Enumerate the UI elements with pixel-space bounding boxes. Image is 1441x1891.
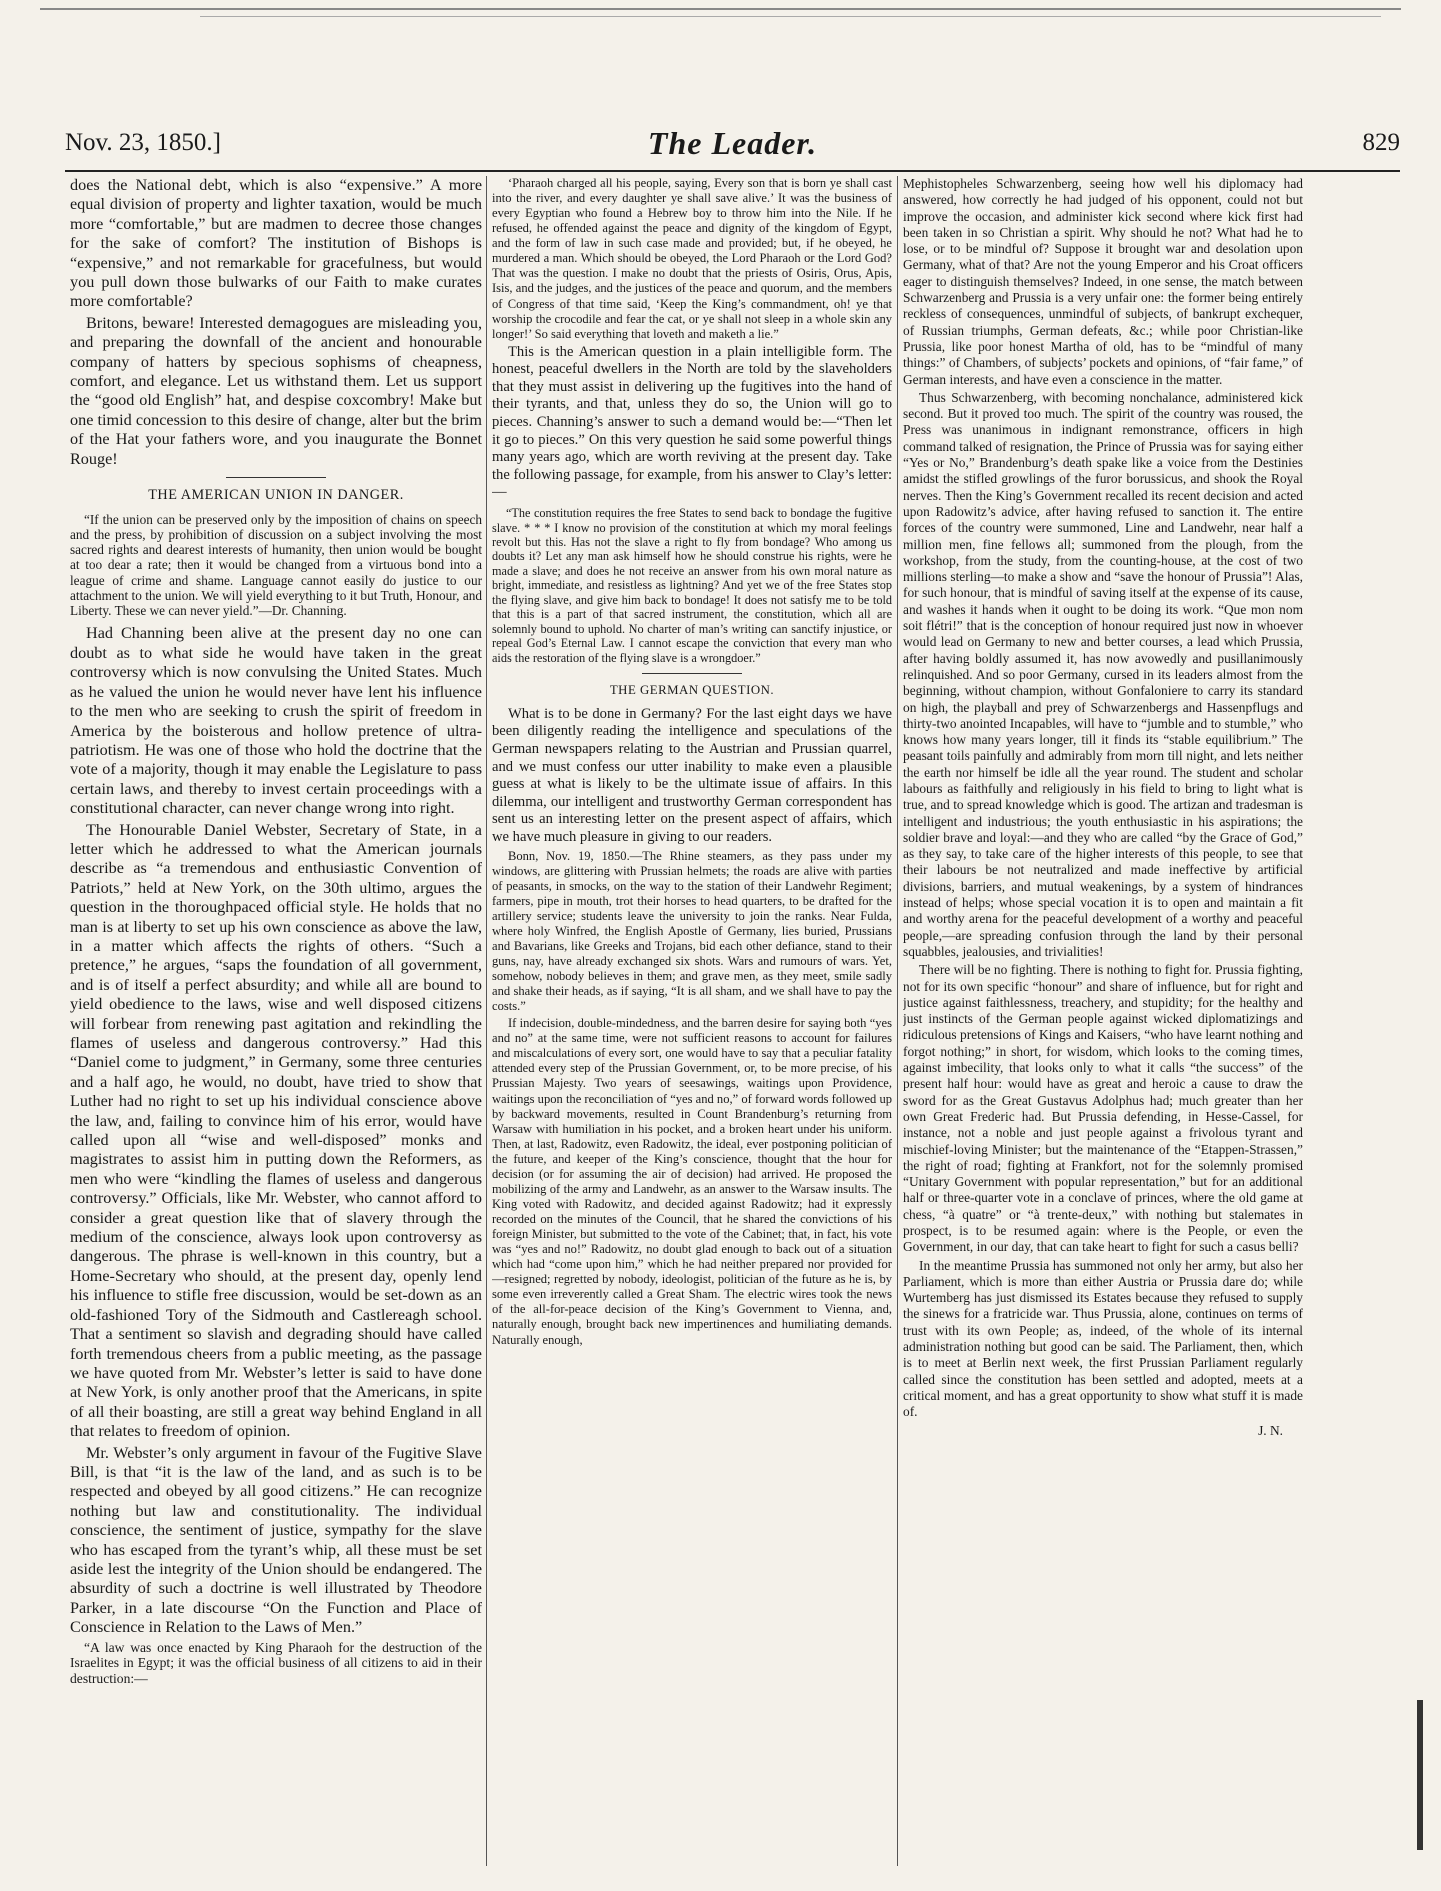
quoted-passage: “A law was once enacted by King Pharaoh for the destruction of the Israelites in Egypt; it was the official business of all citizens to aid in their destruction:— bbox=[70, 1639, 482, 1686]
letter-paragraph: Bonn, Nov. 19, 1850.—The Rhine steamers, as they pass under my windows, are glittering with Prussian helmets; the roads are alive with parties of peasants, in smocks, on the way to the station of their Landwehr Regiment; farmers, pipe in mouth, trot their horses to head quarters, to be drafted for the artillery service; students leave the university to join the ranks. Near Fulda, where holy Winfred, the English Apostle of Germany, lies buried, Prussians and Bavarians, like Greeks and Trojans, bid each other defiance, stand to their guns, nay, have already exchanged six shots. Wars and rumours of wars. Yet, somehow, nobody believes in them; and grave men, as they meet, smile sadly and shake their heads, as if saying, “It is all sham, and we shall have to pay the costs.” bbox=[492, 848, 892, 1014]
issue-date: Nov. 23, 1850.] bbox=[65, 129, 222, 156]
paragraph: Thus Schwarzenberg, with becoming nonchalance, administered kick second. But it proved too much. The spirit of the country was roused, the Press was unanimous in indignant remonstrance, officers in high command talked of resignation, the Prince of Prussia was for saying either “Yes or No,” Brandenburg’s death spake like a voice from the Destinies amidst the stifled growlings of the furor borussicus, and shook the Royal nerves. Then the King’s Government recalled its recent decision and acted upon Radowitz’s advice, after having refused to sanction it. The entire forces of the country were summoned, Line and Landwehr, near half a million men, fine fellows all; summoned from the plough, from the workshop, from the study, from the counting-house, at the cost of two millions sterling—to make a show and “save the honour of Prussia”! Alas, for such honour, that is mindful of saving itself at the expense of its cause, and washes it hands when it ought to be doing its work. “Que mon nom soit flétri!” that is the conception of honour required just now in whoever would lead on Germany to new and better courses, a lead which Prussia, after having boldly assumed it, has now avowedly and pusillanimously relinquished. And so poor Germany, cursed in its leaders almost from the beginning, without champion, without Gonfaloniere to carry its standard on high, the playball and prey of Schwarzenbergs and Hassenpflugs and thirty-two anointed Incapables, will have to “jumble and to stumble,” who knows how many years longer, till it finds its “stable equilibrium.” The peasant toils painfully and admirably from morn till night, and lets neither the earth nor himself be idle all the year round. The student and scholar labours as faithfully and religiously in his field to bring to light what is true, and to spread knowledge which is good. The artizan and tradesman is intelligent and industrious; the youth enthusiastic in his aspirations; the soldier brave and loyal:—and they who are called “by the Grace of God,” as they say, to take care of the higher interests of this people, to see that their labours be not neutralized and made ineffective by artificial divisions, barriers, and mutual weakenings, by a system of hindrances instead of helps; whose special vocation it is to open and maintain a fit and worthy arena for the peaceful development of a worthy and peaceful people,—are spreading confusion through the land by their personal squabbles, jealousies, and trivialities! bbox=[903, 389, 1303, 959]
section-divider bbox=[642, 673, 742, 674]
masthead bbox=[65, 125, 1400, 165]
column-divider bbox=[486, 176, 487, 1866]
paragraph: does the National debt, which is also “expensive.” A more equal division of property and lighter taxation, would be much more “comfortable,” but are madmen to decree those changes for the sake of comfort? The institution of Bishops is “expensive,” and not remarkable for gracefulness, but would you pull down those bulwarks of our Faith to make curates more comfortable? bbox=[70, 176, 482, 311]
paragraph: This is the American question in a plain intelligible form. The honest, peaceful dwellers in the North are told by the slaveholders that they must assist in delivering up the fugitives into the hand of their tyrants, and that, unless they do so, the Union will go to pieces. Channing’s answer to such a demand would be:—“Then let it go to pieces.” On this very question he said some powerful things many years ago, which are worth reviving at the present day. Take the following passage, for example, from his answer to Clay’s letter:— bbox=[492, 343, 892, 501]
top-border-line bbox=[40, 8, 1401, 10]
article-heading-german-question: THE GERMAN QUESTION. bbox=[609, 683, 775, 698]
epigraph-quote: “If the union can be preserved only by the imposition of chains on speech and the press, by prohibition of discussion on a subject involving the most sacred rights and dearest interests of humanity, then union would be bought at too dear a rate; then it would be changed from a virtuous bond into a league of crime and shame. Language cannot easily do justice to our attachment to the union. We will yield everything to it but Truth, Honour, and Liberty. These we can never yield.”—Dr. Channing. bbox=[70, 511, 482, 619]
top-border-line-secondary bbox=[200, 16, 1381, 17]
column-divider bbox=[897, 176, 898, 1866]
quoted-passage: ‘Pharaoh charged all his people, saying, Every son that is born ye shall cast into the river, and every daughter ye shall save alive.’ It was the business of every Egyptian who found a Hebrew boy to throw him into the Nile. If he refused, he offended against the peace and dignity of the kingdom of Egypt, and the form of law in such case made and provided; but, if he obeyed, he murdered a man. Which should be obeyed, the Lord Pharaoh or the Lord God? That was the question. I make no doubt that the priests of Osiris, Orus, Apis, Isis, and the judges, and the justices of the peace and quorum, and the members of Congress of that time said, ‘Keep the King’s commandment, oh! ye that worship the crocodile and fear the cat, or ye shall not sleep in a whole skin any longer!’ So said everything that loveth and maketh a lie.” bbox=[492, 176, 892, 341]
paragraph: There will be no fighting. There is nothing to fight for. Prussia fighting, not for its own specific “honour” and share of influence, but for right and justice against faithlessness, treachery, and stupidity; for the healthy and just instincts of the German people against wicked diplomatizings and ridiculous pretensions of Kings and Kaisers, “who have learnt nothing and forgot nothing;” in short, for wisdom, which looks to the coming times, against imbecility, that looks only to what it calls “the success” of the present half hour: would have as great and heroic a cause to draw the sword for as the Great Gustavus Adolphus had; much greater than her own Great Frederic had. But Prussia defending, in Hesse-Cassel, for instance, not a noble and just people against a frivolous tyrant and mischief-loving Minister; but the maintenance of the “Etappen-Strassen,” the right of road; fighting at Frankfort, not for the solemnly promised “Unitary Government with popular representation,” but for an additional half or three-quarter vote in a conclave of princes, where the old game at chess, “à quatre” or “à trente-deux,” with nothing but stalemates in prospect, is to be resumed again: where is the People, or even the Government, in our day, that can take heart to fight for such a casus belli? bbox=[903, 962, 1303, 1255]
author-signature: J. N. bbox=[1258, 1422, 1283, 1438]
paragraph: Mr. Webster’s only argument in favour of the Fugitive Slave Bill, is that “it is the law of the land, and as such is to be respected and obeyed by all good citizens.” He can recognize nothing but law and constitutionality. The individual conscience, the sentiment of justice, sympathy for the slave who has escaped from the tyrant’s whip, all these must be set aside lest the integrity of the Union should be endangered. The absurdity of such a doctrine is well illustrated by Theodore Parker, in a late discourse “On the Function and Place of Conscience in Relation to the Laws of Men.” bbox=[70, 1443, 482, 1637]
page-number: 829 bbox=[1362, 129, 1400, 156]
article-heading-american-union: THE AMERICAN UNION IN DANGER. bbox=[148, 487, 404, 504]
paragraph: Mephistopheles Schwarzenberg, seeing how well his diplomacy had answered, how correctly he had judged of his opponent, could not but improve the occasion, and administer kick second where kick first had been taken in so Christian a spirit. Why should he not? What had he to lose, or to be mindful of? Suppose it brought war and desolation upon Germany, what of that? Are not the young Emperor and his Croat officers eager to distinguish themselves? Indeed, in one sense, the match between Schwarzenberg and Prussia is a very unfair one: the former being entirely reckless of consequences, unmindful of subjects, of bankrupt exchequer, of Russian triumphs, German defeats, &c.; while poor Christian-like Prussia, like poor honest Martha of old, has to be “mindful of many things:” of Chambers, of subjects’ pockets and opinions, of “fair fame,” of German interests, and have even a conscience in the matter. bbox=[903, 176, 1303, 387]
paragraph: Britons, beware! Interested demagogues are misleading you, and preparing the downfall of the ancient and honourable company of hatters by specious sophisms of cheapness, comfort, and elegance. Let us withstand them. Let us support the “good old English” hat, and despise coxcombry! Make but one timid concession to this desire of change, alter but the brim of the Hat your fathers wore, and you inaugurate the Bonnet Rouge! bbox=[70, 313, 482, 468]
paragraph: In the meantime Prussia has summoned not only her army, but also her Parliament, which is more than either Austria or Prussia dare do; while Wurtemberg has just dismissed its Estates because they refused to supply the sinews for a fratricide war. Thus Prussia, alone, continues on terms of trust with its own People; as, indeed, of the whole of its internal administration nothing but good can be said. The Parliament, then, which is to meet at Berlin next week, the first Prussian Parliament regularly called since the constitution has been settled and adopted, meets at a critical moment, and has a great opportunity to show what stuff it is made of. bbox=[903, 1257, 1303, 1420]
channing-quote: “The constitution requires the free States to send back to bondage the fugitive slave. * * * I know no provision of the constitution at which my moral feelings revolt but this. Has not the slave a right to fly from bondage? Who among us doubts it? Let any man ask himself how he should construe his rights, were he made a slave; and does he not receive an answer from his own moral nature as bright, immediate, and resistless as lightning? And yet we of the free States stop the flying slave, and give him back to bondage! It does not satisfy me to be told that this is a part of that sacred instrument, the constitution, which all are solemnly bound to uphold. No charter of man’s writing can sanctify injustice, or repeal God’s Eternal Law. I cannot escape the conviction that every man who aids the restoration of the flying slave is a wrongdoer.” bbox=[492, 506, 892, 665]
paragraph: What is to be done in Germany? For the last eight days we have been diligently reading the intelligence and speculations of the German newspapers relating to the Austrian and Prussian quarrel, and we must confess our utter inability to make even a plausible guess at what is likely to be the ultimate issue of affairs. In this dilemma, our intelligent and trustworthy German correspondent has sent us an interesting letter on the present aspect of affairs, which we have much pleasure in giving to our readers. bbox=[492, 705, 892, 845]
masthead-rule bbox=[65, 170, 1400, 172]
column-3 bbox=[903, 176, 1303, 1866]
paragraph: Had Channing been alive at the present day no one can doubt as to what side he would have taken in the great controversy which is now convulsing the United States. Much as he valued the union he would never have lent his influence to the men who are seeking to crush the spirit of freedom in America by the boisterous and hollow pretence of ultra-patriotism. He was one of those who hold the doctrine that the vote of a majority, though it may enable the Legislature to pass certain laws, and thereby to invest certain proceedings with a constitutional character, can never change wrong into right. bbox=[70, 624, 482, 818]
column-2 bbox=[492, 176, 892, 1866]
newspaper-title: The Leader. bbox=[647, 125, 818, 161]
paragraph: The Honourable Daniel Webster, Secretary of State, in a letter which he addressed to what the American journals describe as “a tremendous and enthusiastic Convention of Patriots,” held at New York, on the 30th ultimo, argues the question in the thoroughpaced official style. He holds that no man is at liberty to set up his own conscience as above the law, in a matter which affects the rights of others. “Such a pretence,” he argues, “saps the foundation of all government, and is of itself a perfect absurdity; and while all are bound to yield obedience to the laws, wise and well disposed citizens will forbear from renewing past agitation and rekindling the flames of useless and dangerous controversy.” Had this “Daniel come to judgment,” in Germany, some three centuries and a half ago, he would, no doubt, have tried to show that Luther had no right to set up his individual conscience above the law, and, failing to convince him of his error, would have called upon all “wise and well-disposed” monks and magistrates to assist him in putting down the Reformers, as men who were “kindling the flames of useless and dangerous controversy.” Officials, like Mr. Webster, who cannot afford to consider a great question like that of slavery through the medium of the conscience, always look upon controversy as dangerous. The phrase is well-known in this country, but a Home-Secretary who should, at the present day, openly lend his influence to stifle free discussion, would be set-down as an old-fashioned Tory of the Sidmouth and Castlereagh school. That a sentiment so slavish and degrading should have called forth tremendous cheers from a public meeting, as the passage we have quoted from Mr. Webster’s letter is said to have done at New York, is only another proof that the Americans, in spite of all their boasting, are still a great way behind England in all that relates to freedom of opinion. bbox=[70, 820, 482, 1441]
letter-paragraph: If indecision, double-mindedness, and the barren desire for saying both “yes and no” at the same time, were not sufficient reasons to account for failures and miscalculations of every sort, one would have to say that a peculiar fatality attended every step of the Prussian Government, or, to be more precise, of his Prussian Majesty. Two years of seesawings, waitings upon Providence, waitings upon the reconciliation of “yes and no,” of forward words followed up by backward movements, resulted in Count Brandenburg’s returning from Warsaw with humiliation in his pocket, and a broken heart under his uniform. Then, at last, Radowitz, even Radowitz, the ideal, ever postponing politician of the future, and keeper of the King’s conscience, thought that the hour for decision (or for assuming the air of decision) had arrived. He proposed the mobilizing of the army and Landwehr, as an answer to the Warsaw insults. The King voted with Radowitz, and decided against Radowitz; had it expressly recorded on the minutes of the Council, that he shared the convictions of his foreign Minister, but submitted to the vote of the Cabinet; that, in fact, his vote was “yes and no!” Radowitz, no doubt glad enough to back out of a situation which had “come upon him,” which he had neither prepared nor provided for—resigned; regretted by nobody, ideologist, politician of the future as he is, by some even irreverently called a Great Sham. The electric wires took the news of the all-for-peace decision of the King’s Government to Vienna, and, naturally enough, brought back new impertinences and humiliating demands. Naturally enough, bbox=[492, 1016, 892, 1347]
column-1 bbox=[70, 176, 482, 1866]
page-edge-mark bbox=[1417, 1700, 1423, 1850]
section-divider bbox=[226, 477, 326, 478]
